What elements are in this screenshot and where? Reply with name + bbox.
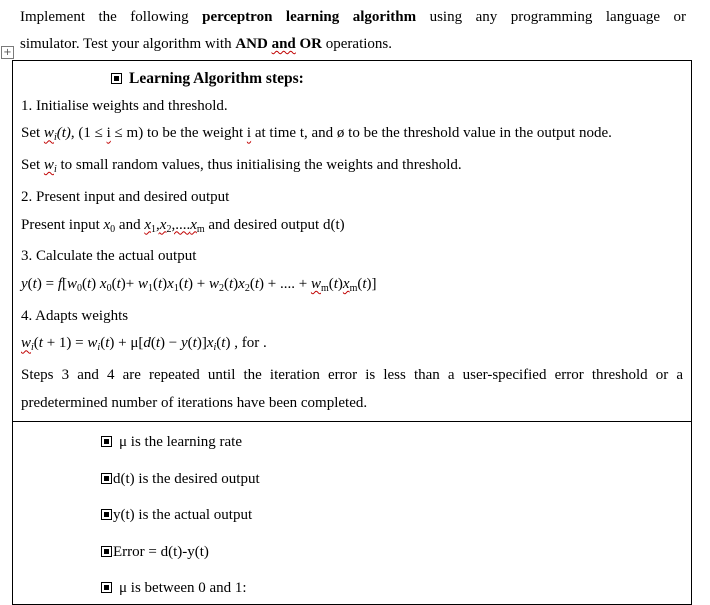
intro-paragraph [20, 4, 686, 58]
and-operation: AND [235, 36, 268, 52]
step-1-init: Set $w_i$ to small random values, thus initialising the weights and threshold. [21, 157, 462, 176]
step-2: 2. Present input and desired output [21, 188, 230, 205]
steps-cell [13, 61, 692, 422]
checkbox-icon [101, 473, 112, 484]
step-2-inputs: Present input $x_0$ and $x_1,x_2,....x_m$ and desired output d(t) [21, 216, 345, 235]
checkbox-icon [101, 582, 112, 593]
and-connector: and [271, 36, 296, 52]
weight-update-formula: $w_i(t + 1) = w_i(t) + \mu[d(t) - y(t)]x_i(t)$ , for . [21, 335, 267, 354]
step-1: 1. Initialise weights and threshold. [21, 97, 228, 114]
checkbox-icon [111, 73, 122, 84]
or-operation: OR [299, 36, 323, 52]
checkbox-icon [101, 509, 112, 520]
intro-line-2: simulator. Test your algorithm with AND and OR operations. [20, 36, 392, 52]
repeat-line-2: predetermined number of iterations have been completed. [21, 394, 368, 411]
output-formula: $y(t) = f[w_0(t)$ $x_0(t)+ w_1(t)x_1(t) + w_2(t)x_2(t)$ + .... + $w_m(t)x_m(t)$] [21, 275, 377, 294]
algorithm-name: perceptron learning algorithm [202, 9, 417, 25]
definition-item: Error = d(t)-y(t) [101, 540, 691, 577]
definitions-cell [13, 422, 692, 605]
step-4: 4. Adapts weights [21, 307, 129, 324]
definition-item: d(t) is the desired output [101, 467, 691, 504]
checkbox-icon [101, 546, 112, 557]
checkbox-icon [101, 436, 112, 447]
step-1-weights: Set $w_i(t)$, (1 ≤ i ≤ m) to be the weight i at time t, and ø to be the threshold value in the output node. [21, 125, 612, 144]
repeat-line-1: Steps 3 and 4 are repeated until the iteration error is less than a user-specified error threshold or a [21, 367, 683, 384]
step-3: 3. Calculate the actual output [21, 248, 197, 265]
steps-heading: Learning Algorithm steps: [21, 65, 683, 93]
definition-item: y(t) is the actual output [101, 503, 691, 540]
definition-item: μ is between 0 and 1: [101, 576, 691, 600]
intro-line-1: Implement the following perceptron learning algorithm using any programming language or [20, 9, 687, 25]
table-move-handle-icon[interactable]: + [1, 46, 14, 59]
algorithm-table [12, 60, 692, 605]
definition-item: μ is the learning rate [101, 430, 691, 467]
